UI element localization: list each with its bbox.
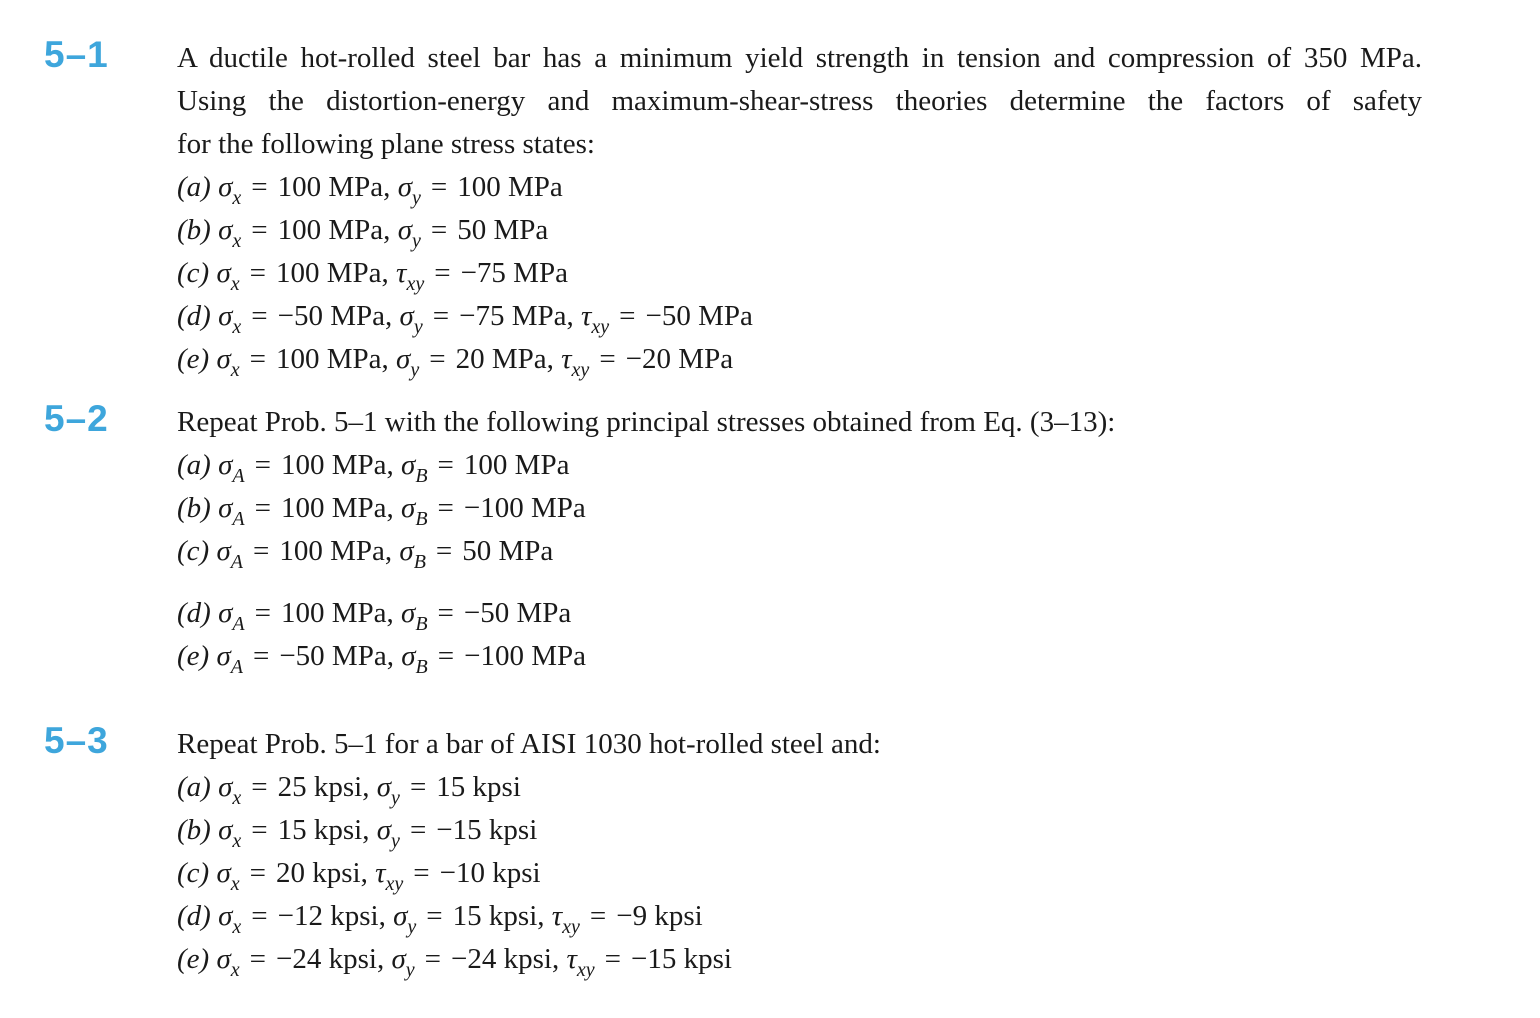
stress-subscript: x [232,787,242,809]
stress-symbol-letter: σ [216,343,231,375]
equals-sign: = [430,171,448,203]
stress-case [177,444,1422,487]
case-label: (a) [177,449,211,481]
stress-symbol-letter: σ [399,535,414,567]
stress-symbol [218,900,242,938]
stress-symbol-letter: σ [216,535,231,567]
stress-value: 100 MPa, [280,492,394,524]
stress-symbol [399,300,423,338]
equals-sign: = [249,257,266,289]
equals-sign: = [251,771,268,803]
case-label: (e) [177,343,210,375]
stress-subscript: y [391,787,400,809]
stress-case [177,166,1422,209]
stress-symbol-letter: σ [218,214,233,246]
stress-value: −24 kpsi, [276,943,385,975]
stress-case [177,252,1422,295]
case-label: (c) [177,535,210,567]
stress-case [177,809,1422,852]
stress-value: −15 kpsi [630,943,732,975]
stress-value: 25 kpsi, [277,771,370,803]
problem-statement [177,723,1422,766]
stress-case [177,487,1422,530]
stress-symbol-letter: σ [218,814,233,846]
stress-value: 15 kpsi, [277,814,370,846]
stress-symbol-letter: σ [218,597,233,629]
stress-subscript: xy [591,316,610,338]
case-label: (d) [177,597,211,629]
case-list [177,444,1422,678]
stress-symbol-letter: σ [399,300,414,332]
stress-subscript: x [232,187,242,209]
equals-sign: = [249,857,266,889]
stress-value: 100 MPa, [277,214,391,246]
equals-sign: = [249,343,266,375]
stress-symbol-letter: τ [561,343,572,375]
stress-symbol [401,597,428,635]
stress-symbol [216,640,243,678]
problem-number: 5–1 [44,34,109,75]
stress-symbol-letter: σ [393,900,408,932]
statement-line: Repeat Prob. 5–1 with the following principal stresses obtained from Eq. (3–13): [177,406,1116,438]
equals-sign: = [251,300,268,332]
stress-subscript: B [413,551,426,573]
statement-line: Repeat Prob. 5–1 for a bar of AISI 1030 hot-rolled steel and: [177,728,881,760]
stress-case [177,635,1422,678]
equals-sign: = [413,857,430,889]
stress-symbol-letter: σ [376,814,392,846]
stress-subscript: x [232,230,242,252]
stress-symbol-letter: τ [580,300,592,332]
stress-subscript: y [391,830,400,852]
stress-symbol [391,943,415,981]
equals-sign: = [254,597,271,629]
equals-sign: = [589,900,607,932]
equals-sign: = [249,943,266,975]
stress-value: 100 MPa, [277,171,391,203]
stress-symbol-letter: σ [397,171,412,203]
stress-subscript: x [230,873,240,895]
stress-symbol-letter: τ [396,257,407,289]
stress-symbol [396,343,420,381]
stress-subscript: xy [385,873,404,895]
case-label: (c) [177,257,210,289]
case-label: (b) [177,814,211,846]
stress-case [177,530,1422,573]
stress-symbol-letter: σ [218,900,233,932]
case-list [177,766,1422,981]
case-label: (d) [177,300,211,332]
equals-sign: = [435,535,453,567]
stress-symbol [561,343,590,381]
statement-line: for the following plane stress states: [177,128,595,160]
stress-symbol [566,943,595,981]
stress-symbol [580,300,610,338]
stress-subscript: y [405,959,415,981]
stress-symbol-letter: σ [218,449,233,481]
stress-value: 100 MPa, [280,597,394,629]
stress-symbol [218,814,242,852]
stress-symbol-letter: σ [401,640,416,672]
problem-body [177,723,1422,981]
stress-value: −50 MPa [645,300,753,332]
stress-subscript: y [407,916,417,938]
equals-sign: = [254,449,271,481]
stress-subscript: x [232,916,242,938]
stress-value: −10 kpsi [439,857,541,889]
stress-subscript: x [230,359,240,381]
stress-value: −75 MPa, [459,300,574,332]
equals-sign: = [426,900,443,932]
stress-case [177,938,1422,981]
stress-subscript: x [232,830,242,852]
stress-subscript: x [232,316,242,338]
case-list [177,166,1422,381]
stress-symbol [218,300,242,338]
stress-symbol [218,597,245,635]
stress-subscript: y [412,230,421,252]
stress-symbol-letter: σ [396,343,411,375]
stress-symbol [216,943,240,981]
stress-value: 15 kpsi, [452,900,545,932]
equals-sign: = [251,814,268,846]
equals-sign: = [252,535,270,567]
stress-value: 20 MPa, [455,343,554,375]
stress-symbol-letter: σ [218,771,233,803]
stress-symbol-letter: τ [375,857,386,889]
problem-number: 5–2 [44,398,109,439]
stress-symbol-letter: σ [376,771,392,803]
equals-sign: = [437,597,454,629]
stress-subscript: xy [576,959,595,981]
equals-sign: = [409,771,427,803]
stress-subscript: A [230,656,243,678]
equals-sign: = [437,640,455,672]
stress-symbol-letter: τ [551,900,563,932]
equals-sign: = [424,943,442,975]
stress-subscript: A [230,551,243,573]
problem-statement [177,37,1422,166]
problem-number: 5–3 [44,720,109,761]
equals-sign: = [604,943,621,975]
equals-sign: = [252,640,270,672]
stress-subscript: x [230,959,240,981]
problem-body [177,401,1422,678]
stress-value: 50 MPa [462,535,554,567]
stress-value: −100 MPa [463,492,586,524]
stress-symbol-letter: σ [216,640,231,672]
case-label: (a) [177,771,211,803]
stress-symbol [216,857,240,895]
stress-case [177,895,1422,938]
stress-value: 100 MPa [463,449,570,481]
problem-body [177,37,1422,381]
stress-subscript: B [415,508,428,530]
stress-symbol-letter: σ [218,492,233,524]
stress-subscript: xy [406,273,425,295]
equals-sign: = [254,492,271,524]
equals-sign: = [437,492,454,524]
stress-case [177,852,1422,895]
stress-value: 15 kpsi [436,771,521,803]
stress-symbol [396,257,425,295]
stress-symbol [218,492,245,530]
stress-symbol-letter: σ [391,943,406,975]
stress-subscript: y [413,316,423,338]
stress-symbol [218,771,242,809]
stress-case [177,209,1422,252]
stress-case [177,338,1422,381]
equals-sign: = [619,300,636,332]
stress-symbol [401,449,428,487]
stress-value: 100 MPa, [276,257,389,289]
stress-subscript: A [232,508,245,530]
equals-sign: = [437,449,454,481]
stress-value: −50 MPa, [277,300,393,332]
equals-sign: = [409,814,427,846]
stress-symbol [393,900,417,938]
stress-case [177,295,1422,338]
equals-sign: = [434,257,451,289]
equals-sign: = [432,300,450,332]
case-label: (e) [177,640,210,672]
case-label: (e) [177,943,210,975]
stress-value: −50 MPa, [279,640,394,672]
stress-symbol [551,900,580,938]
stress-symbol [401,492,428,530]
stress-value: −75 MPa [460,257,568,289]
stress-symbol [376,771,400,809]
stress-subscript: B [415,613,428,635]
stress-symbol-letter: τ [566,943,577,975]
stress-value: 20 kpsi, [276,857,368,889]
stress-value: 50 MPa [457,214,549,246]
case-label: (a) [177,171,211,203]
stress-symbol [218,214,242,252]
stress-symbol [399,535,426,573]
stress-symbol-letter: σ [397,214,412,246]
equals-sign: = [429,343,446,375]
stress-symbol [401,640,428,678]
equals-sign: = [430,214,448,246]
stress-symbol [375,857,404,895]
stress-subscript: A [232,465,245,487]
stress-value: 100 MPa [457,171,563,203]
stress-subscript: x [230,273,240,295]
stress-value: −24 kpsi, [451,943,560,975]
stress-symbol-letter: σ [401,449,416,481]
stress-value: 100 MPa, [276,343,389,375]
stress-symbol-letter: σ [216,257,231,289]
stress-value: 100 MPa, [279,535,393,567]
case-label: (c) [177,857,210,889]
stress-symbol [216,257,240,295]
equals-sign: = [251,900,268,932]
stress-symbol-letter: σ [216,943,231,975]
stress-value: −100 MPa [464,640,586,672]
stress-subscript: xy [571,359,590,381]
stress-value: −50 MPa [463,597,572,629]
stress-subscript: B [415,465,428,487]
stress-value: −15 kpsi [436,814,538,846]
stress-value: −9 kpsi [616,900,703,932]
stress-symbol-letter: σ [218,300,233,332]
stress-symbol [218,171,242,209]
case-label: (d) [177,900,211,932]
statement-line: Using the distortion-energy and maximum-shear-stress theories determine the factors of safety [177,85,1422,117]
stress-value: 100 MPa, [280,449,394,481]
stress-subscript: A [232,613,245,635]
case-label: (b) [177,492,211,524]
stress-symbol [216,535,243,573]
stress-case [177,766,1422,809]
stress-symbol-letter: σ [401,597,416,629]
stress-subscript: y [410,359,420,381]
stress-subscript: xy [562,916,580,938]
stress-symbol-letter: σ [216,857,231,889]
stress-value: −12 kpsi, [277,900,386,932]
equals-sign: = [251,214,268,246]
stress-case [177,592,1422,635]
stress-subscript: B [415,656,428,678]
problem-statement [177,401,1422,444]
stress-symbol-letter: σ [218,171,233,203]
case-label: (b) [177,214,211,246]
stress-symbol [376,814,400,852]
stress-symbol [216,343,240,381]
stress-value: −20 MPa [625,343,734,375]
stress-symbol [397,214,421,252]
statement-line: A ductile hot-rolled steel bar has a minimum yield strength in tension and compression of 350 MPa. [177,42,1422,74]
equals-sign: = [251,171,268,203]
stress-symbol [397,171,421,209]
stress-symbol-letter: σ [401,492,416,524]
stress-symbol [218,449,245,487]
stress-subscript: y [412,187,421,209]
equals-sign: = [599,343,616,375]
